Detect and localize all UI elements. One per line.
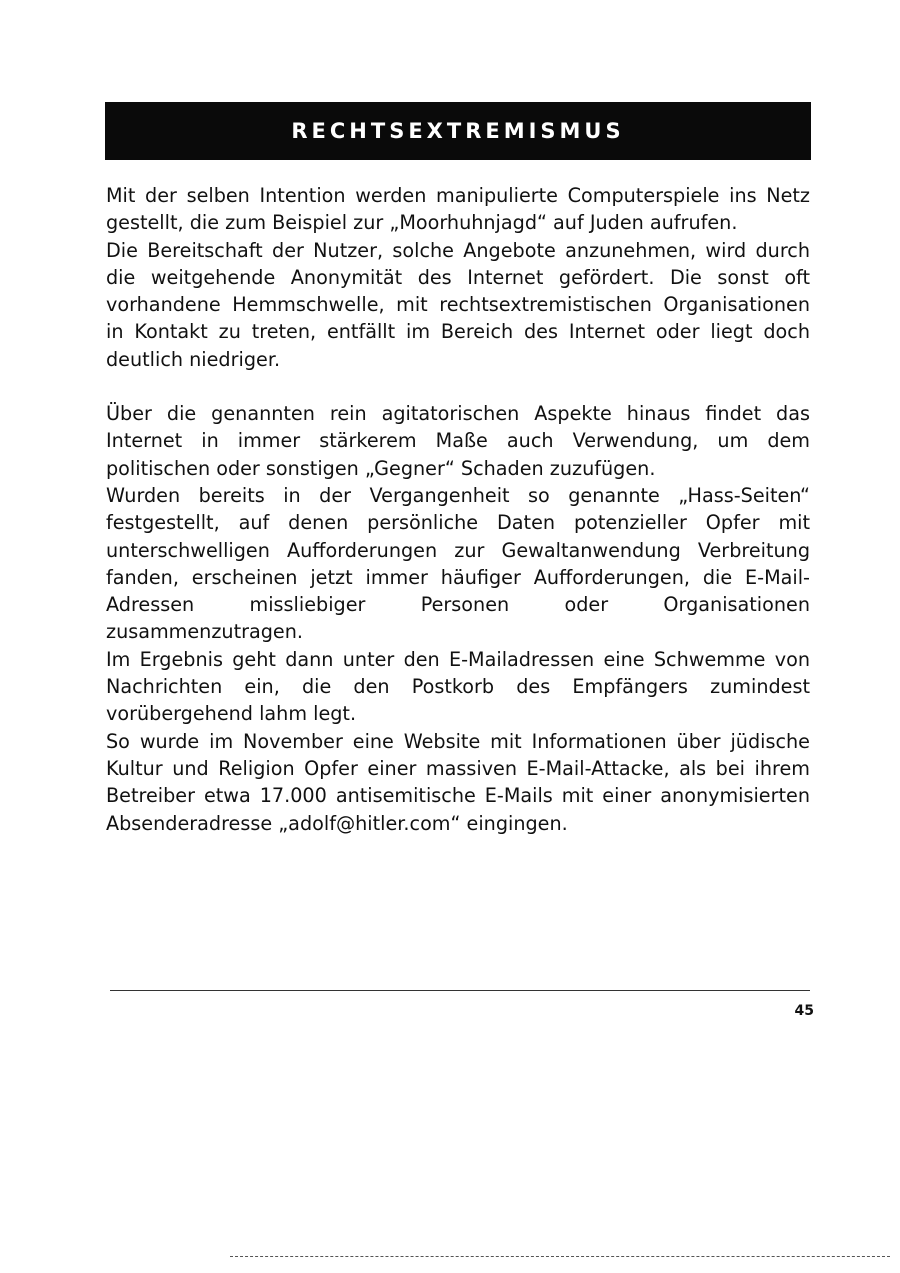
page-number: 45 bbox=[794, 1003, 814, 1019]
body-text bbox=[106, 182, 810, 837]
paragraph-computerspiele: Mit der selben Intention werden manipulierte Computerspiele ins Netz gestellt, die zum Beispiel zur „Moorhuhnjagd“ auf Juden aufrufen. bbox=[106, 184, 810, 235]
paragraph-agitation: Über die genannten rein agitatorischen Aspekte hinaus findet das Internet in immer stärkerem Maße auch Verwendung, um dem politischen oder sonstigen „Gegner“ Schaden zuzufügen. bbox=[106, 402, 810, 480]
paragraph-spacer bbox=[106, 373, 810, 400]
paragraph-email-attacke: So wurde im November eine Website mit Informationen über jüdische Kultur und Religion Opfer einer massiven E-Mail-Attacke, als bei ihrem Betreiber etwa 17.000 antisemitische E-Mails mit einer anonymisierten Absenderadresse „adolf@hitler.com“ eingingen. bbox=[106, 729, 810, 835]
footer-divider bbox=[110, 990, 810, 991]
paragraph-anonymitaet: Die Bereitschaft der Nutzer, solche Angebote anzunehmen, wird durch die weitgehende Anonymität des Internet gefördert. Die sonst oft vorhandene Hemmschwelle, mit rechtsextremistischen Organisationen in Kontakt zu treten, entfällt im Bereich des Internet oder liegt doch deutlich niedriger. bbox=[106, 238, 810, 371]
paragraph-schwemme: Im Ergebnis geht dann unter den E-Mailadressen eine Schwemme von Nachrichten ein, die den Postkorb des Empfängers zumindest vorübergehend lahm legt. bbox=[106, 647, 810, 726]
paragraph-hass-seiten: Wurden bereits in der Vergangenheit so genannte „Hass-Seiten“ festgestellt, auf denen persönliche Daten potenzieller Opfer mit unterschwelligen Aufforderungen zur Gewaltanwendung Verbreitung fanden, erscheinen jetzt immer häufiger Aufforderungen, die E-Mail-Adressen missliebiger Personen oder Organisationen zusammenzutragen. bbox=[106, 483, 810, 644]
section-title: RECHTSEXTREMISMUS bbox=[291, 119, 625, 143]
section-header-bar bbox=[105, 102, 811, 160]
bottom-scan-line bbox=[230, 1256, 890, 1257]
